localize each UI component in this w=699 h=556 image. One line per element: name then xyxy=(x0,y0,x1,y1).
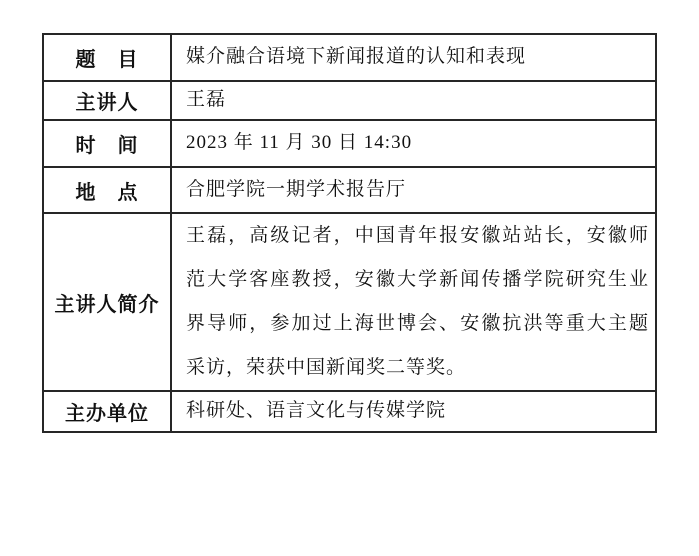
row-label-speaker-bio: 主讲人简介 xyxy=(44,214,172,390)
row-label-location: 地 点 xyxy=(44,168,172,212)
row-value-title: 媒介融合语境下新闻报道的认知和表现 xyxy=(186,46,527,68)
table-row-speaker-bio xyxy=(44,214,655,392)
row-value-organizer: 科研处、语言文化与传媒学院 xyxy=(186,400,447,422)
row-label-organizer: 主办单位 xyxy=(44,392,172,431)
row-value-location: 合肥学院一期学术报告厅 xyxy=(186,178,407,200)
row-value-speaker: 王磊 xyxy=(186,89,227,111)
row-label-title: 题 目 xyxy=(44,35,172,80)
speaker-bio-line: 范大学客座教授，安徽大学新闻传播学院研究生业 xyxy=(186,269,649,290)
table-row-title xyxy=(44,35,655,82)
speaker-bio-line: 界导师，参加过上海世博会、安徽抗洪等重大主题 xyxy=(186,313,649,334)
speaker-bio-line: 采访，荣获中国新闻奖二等奖。 xyxy=(186,357,467,378)
row-value-time: 2023 年 11 月 30 日 14:30 xyxy=(186,132,413,154)
row-label-time: 时 间 xyxy=(44,121,172,166)
row-label-speaker: 主讲人 xyxy=(44,82,172,119)
table-row-location xyxy=(44,168,655,214)
row-value-speaker-bio xyxy=(172,214,655,390)
table-row-organizer xyxy=(44,392,655,431)
table-row-time xyxy=(44,121,655,168)
lecture-info-table xyxy=(42,33,657,433)
speaker-bio-line: 王磊，高级记者，中国青年报安徽站站长，安徽师 xyxy=(186,225,649,246)
table-row-speaker xyxy=(44,82,655,121)
